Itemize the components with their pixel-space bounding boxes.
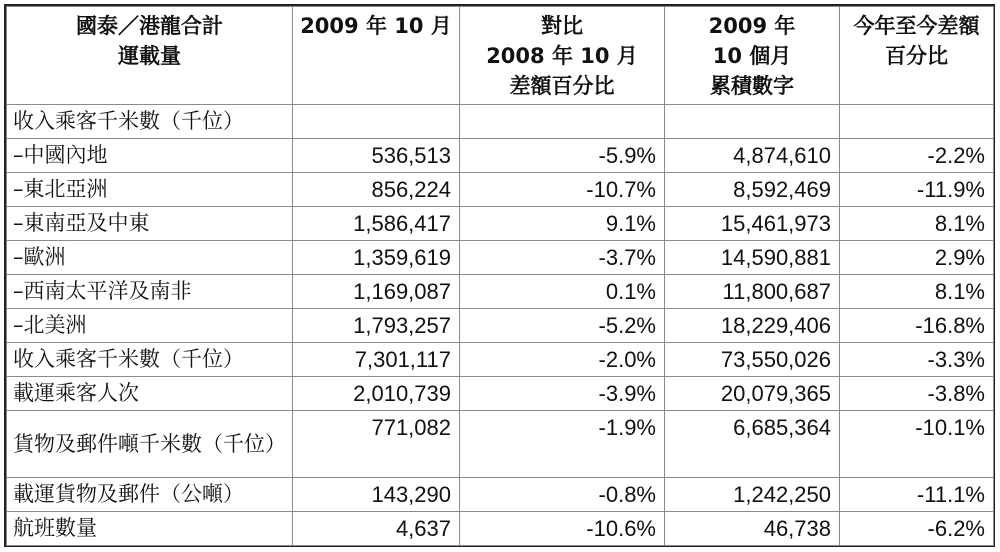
row-label: 收入乘客千米數（千位）	[7, 105, 293, 139]
cell-month-change: -5.9%	[460, 139, 665, 173]
table-row	[7, 343, 994, 377]
table-row	[7, 105, 994, 139]
cell-ytd-change: -10.1%	[840, 411, 994, 478]
cell-cumulative-value: 73,550,026	[665, 343, 840, 377]
cell-month-change: -3.7%	[460, 241, 665, 275]
cell-month-value: 1,359,619	[293, 241, 460, 275]
cell-cumulative-value: 14,590,881	[665, 241, 840, 275]
row-label: –西南太平洋及南非	[7, 275, 293, 309]
cell-month-change: -1.9%	[460, 411, 665, 478]
cell-ytd-change: -11.9%	[840, 173, 994, 207]
table-row	[7, 241, 994, 275]
header-text: 2008 年 10 月	[486, 44, 638, 68]
traffic-figures-table	[6, 6, 994, 546]
table-row	[7, 411, 994, 478]
cell-month-value: 7,301,117	[293, 343, 460, 377]
cell-cumulative-value: 15,461,973	[665, 207, 840, 241]
header-ytd-change	[840, 7, 994, 105]
table-row	[7, 139, 994, 173]
header-text: 國泰／港龍合計	[76, 14, 223, 38]
cell-ytd-change: -11.1%	[840, 478, 994, 512]
cell-month-change: -5.2%	[460, 309, 665, 343]
header-text: 今年至今差額	[853, 14, 980, 38]
row-label: –中國內地	[7, 139, 293, 173]
table-row	[7, 478, 994, 512]
cell-month-value: 143,290	[293, 478, 460, 512]
cell-month-value: 536,513	[293, 139, 460, 173]
header-carriage-volume	[7, 7, 293, 105]
cell-month-value: 1,586,417	[293, 207, 460, 241]
cell-ytd-change: -6.2%	[840, 512, 994, 546]
table-row	[7, 173, 994, 207]
row-label: 收入乘客千米數（千位）	[7, 343, 293, 377]
cell-month-value: 1,793,257	[293, 309, 460, 343]
cell-cumulative-value	[665, 105, 840, 139]
cell-month-value: 856,224	[293, 173, 460, 207]
table-row	[7, 377, 994, 411]
cell-ytd-change: 8.1%	[840, 207, 994, 241]
row-label: –北美洲	[7, 309, 293, 343]
header-vs-2008-change	[460, 7, 665, 105]
cell-month-change: -10.6%	[460, 512, 665, 546]
header-text: 10 個月	[712, 44, 792, 68]
table-row	[7, 512, 994, 546]
cell-ytd-change: -3.3%	[840, 343, 994, 377]
row-label: 貨物及郵件噸千米數（千位）	[7, 411, 293, 478]
cell-month-change: -3.9%	[460, 377, 665, 411]
cell-month-value: 1,169,087	[293, 275, 460, 309]
traffic-figures-table-frame	[4, 4, 995, 547]
row-label: –東南亞及中東	[7, 207, 293, 241]
cell-month-change: 9.1%	[460, 207, 665, 241]
header-text: 對比	[541, 14, 583, 38]
cell-month-value: 771,082	[293, 411, 460, 478]
row-label: 載運貨物及郵件（公噸）	[7, 478, 293, 512]
row-label: 航班數量	[7, 512, 293, 546]
cell-cumulative-value: 46,738	[665, 512, 840, 546]
cell-ytd-change	[840, 105, 994, 139]
cell-cumulative-value: 18,229,406	[665, 309, 840, 343]
cell-month-value: 2,010,739	[293, 377, 460, 411]
cell-cumulative-value: 4,874,610	[665, 139, 840, 173]
cell-cumulative-value: 1,242,250	[665, 478, 840, 512]
table-row	[7, 275, 994, 309]
header-text: 差額百分比	[509, 74, 615, 98]
cell-ytd-change: 2.9%	[840, 241, 994, 275]
cell-month-value	[293, 105, 460, 139]
row-label: 載運乘客人次	[7, 377, 293, 411]
cell-month-change: -0.8%	[460, 478, 665, 512]
cell-cumulative-value: 11,800,687	[665, 275, 840, 309]
cell-cumulative-value: 8,592,469	[665, 173, 840, 207]
cell-ytd-change: -16.8%	[840, 309, 994, 343]
cell-month-change: -2.0%	[460, 343, 665, 377]
cell-cumulative-value: 20,079,365	[665, 377, 840, 411]
header-text: 累積數字	[710, 74, 794, 98]
row-label: –東北亞洲	[7, 173, 293, 207]
header-text: 2009 年	[708, 14, 796, 38]
table-row	[7, 309, 994, 343]
cell-ytd-change: 8.1%	[840, 275, 994, 309]
header-month-2009	[293, 7, 460, 105]
header-text: 2009 年 10 月	[300, 14, 452, 38]
header-ten-month-cumulative	[665, 7, 840, 105]
cell-cumulative-value: 6,685,364	[665, 411, 840, 478]
row-label: –歐洲	[7, 241, 293, 275]
table-header-row	[7, 7, 994, 105]
table-row	[7, 207, 994, 241]
header-text: 運載量	[118, 44, 181, 68]
header-text: 百分比	[885, 44, 948, 68]
cell-ytd-change: -2.2%	[840, 139, 994, 173]
cell-month-change: 0.1%	[460, 275, 665, 309]
cell-month-change	[460, 105, 665, 139]
cell-month-value: 4,637	[293, 512, 460, 546]
cell-ytd-change: -3.8%	[840, 377, 994, 411]
cell-month-change: -10.7%	[460, 173, 665, 207]
